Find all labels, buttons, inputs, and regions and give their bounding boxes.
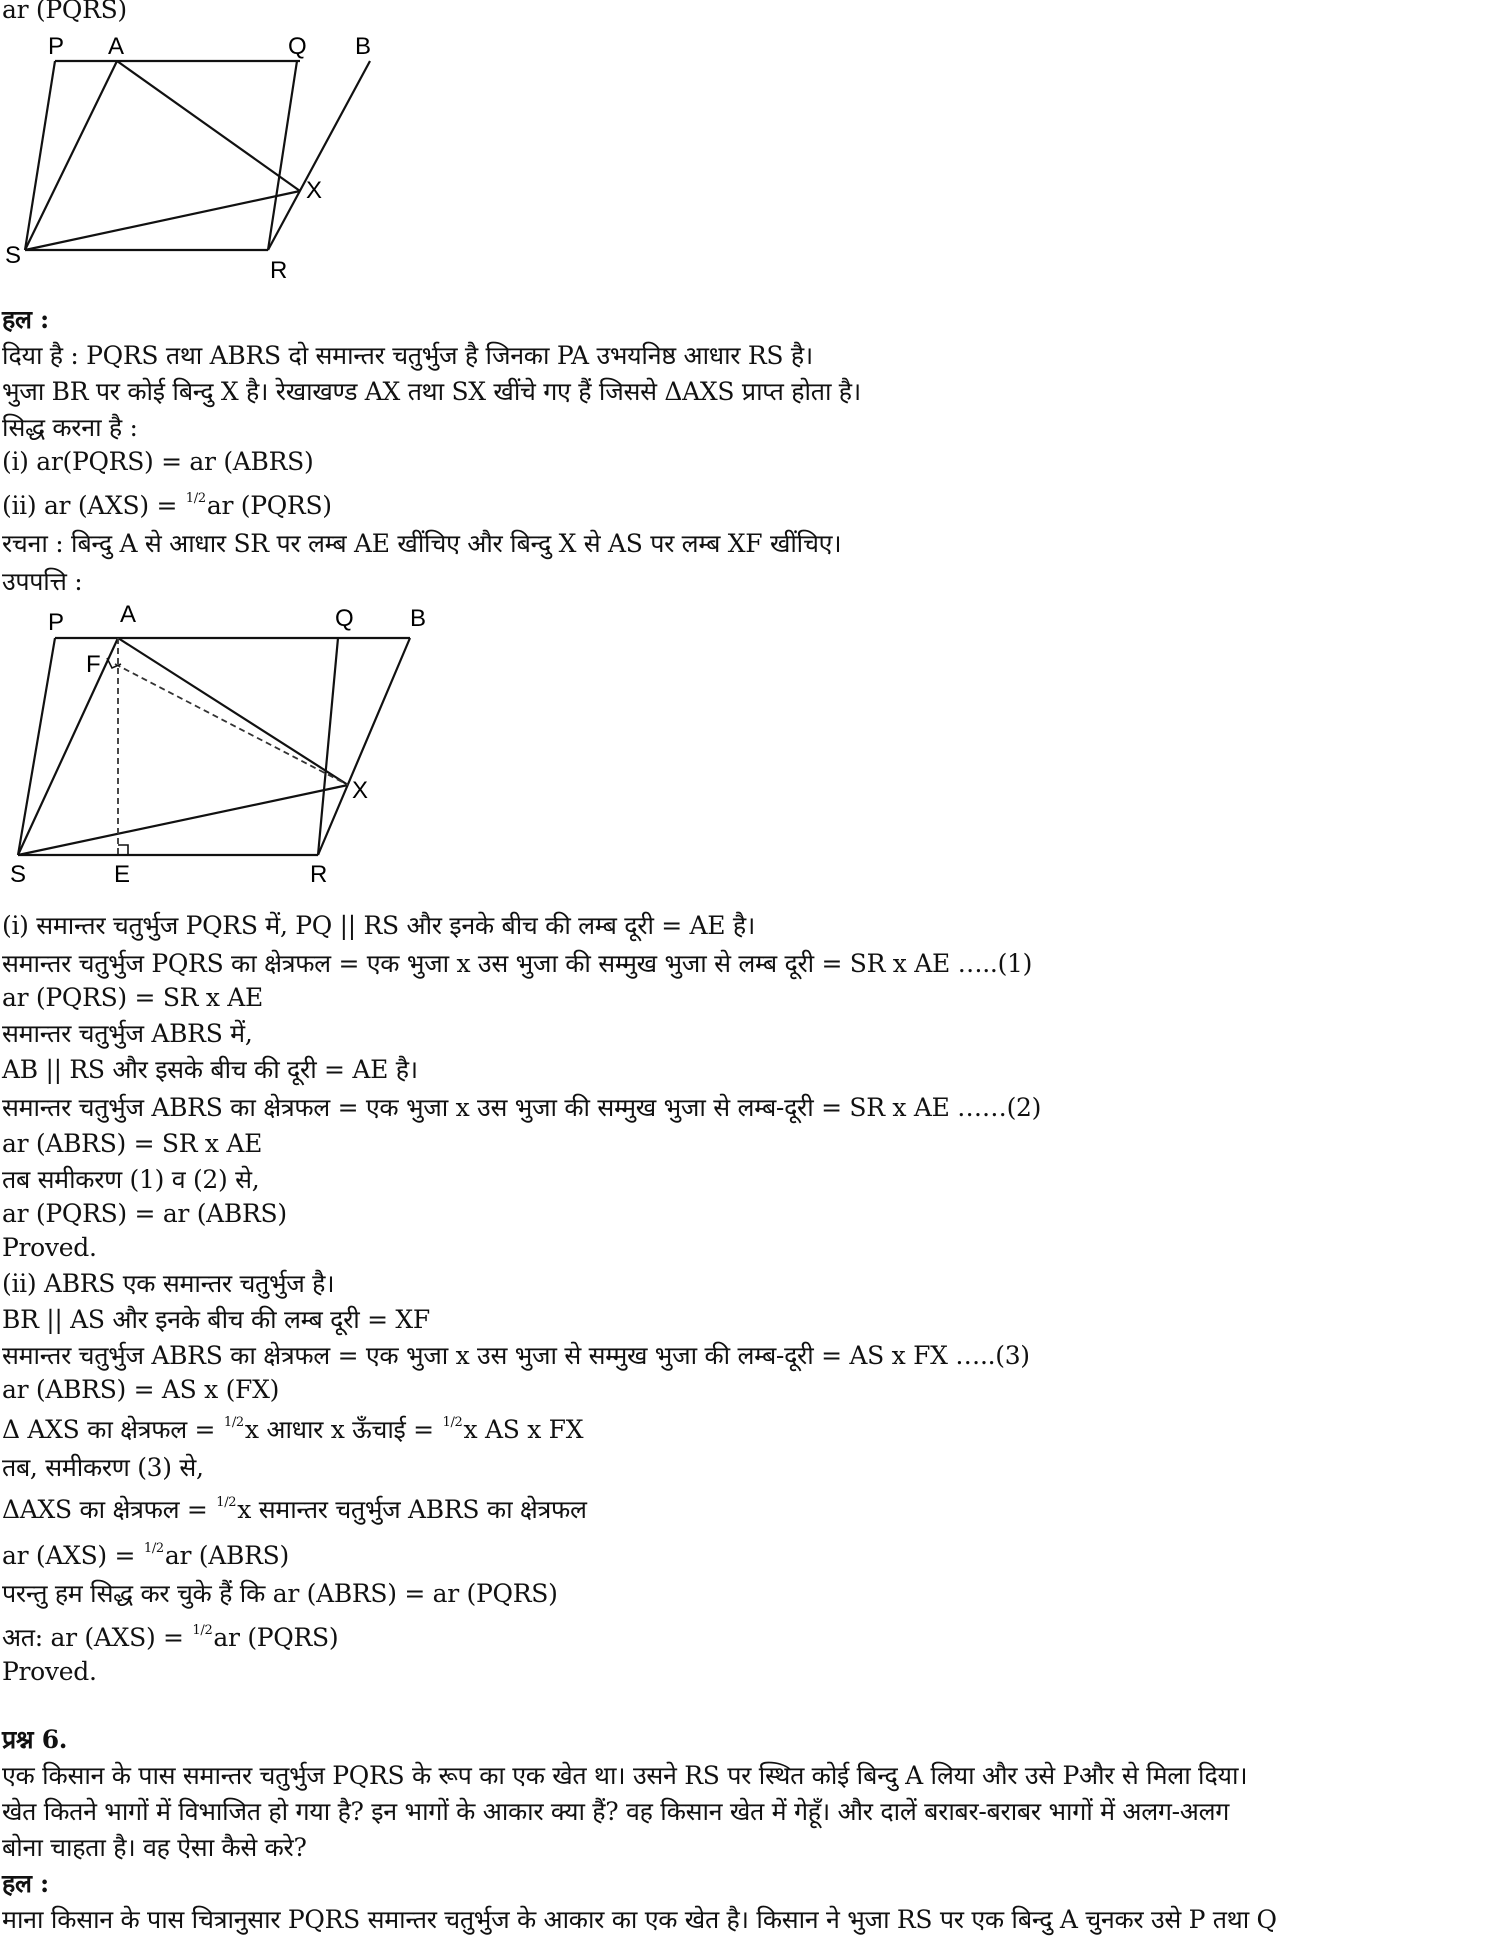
fraction-half: 1/2 [192,1623,213,1638]
fig1-label-q: Q [288,33,307,60]
fig2-label-a: A [120,601,137,628]
line-ps [18,638,55,855]
fraction-half: 1/2 [216,1495,237,1510]
line-sx [18,785,348,855]
line-qr [318,638,338,855]
top-line: ar (PQRS) [2,0,127,24]
line-as [25,61,117,250]
to-prove-ii-suffix: ar (PQRS) [206,491,332,520]
fig1-label-b: B [355,33,372,60]
to-prove-i: (i) ar(PQRS) = ar (ABRS) [2,447,314,476]
proof-line-20: अत: ar (AXS) = 1/2ar (PQRS) [2,1623,339,1652]
proof-line-3: ar (PQRS) = SR x AE [2,983,263,1012]
line-as [18,638,118,855]
fig2-label-b: B [410,605,427,632]
fig1-label-s: S [5,242,22,269]
line-ax [117,61,300,191]
line-fx-dashed [115,664,348,785]
figure-1-diagram [0,28,380,288]
fraction-half: 1/2 [143,1541,164,1556]
proof-line-12: BR || AS और इनके बीच की लम्ब दूरी = XF [2,1305,430,1334]
fig1-label-a: A [108,33,125,60]
proof-heading: उपपत्ति : [2,567,83,596]
proof-line-17: ΔAXS का क्षेत्रफल = 1/2x समान्तर चतुर्भुज ABRS का क्षेत्रफल [2,1495,587,1524]
solution-heading: हल : [2,305,49,334]
proof-line-18: ar (AXS) = 1/2ar (ABRS) [2,1541,289,1570]
fraction-half: 1/2 [223,1415,244,1430]
question-6-line-2: खेत कितने भागों में विभाजित हो गया है? इन भागों के आकार क्या हैं? वह किसान खेत में गेहूँ। और दालें बराबर-बराबर भागों में अलग-अलग [2,1797,1230,1826]
proof-line-8: तब समीकरण (1) व (2) से, [2,1165,260,1194]
figure-2-diagram [0,600,440,890]
fig2-label-s: S [10,861,27,888]
fig2-label-x: X [352,777,369,804]
fig2-label-f: F [86,651,101,678]
proof-line-7: ar (ABRS) = SR x AE [2,1129,263,1158]
line-ax [118,638,348,785]
right-angle-e [118,845,128,855]
proof-line-14: ar (ABRS) = AS x (FX) [2,1375,280,1404]
proof-line-10: Proved. [2,1233,97,1262]
fig1-label-x: X [306,177,323,204]
proof-line-5: AB || RS और इसके बीच की दूरी = AE है। [2,1055,418,1084]
question-6-solution-heading: हल : [2,1869,49,1898]
fig2-label-e: E [114,861,131,888]
question-6-line-3: बोना चाहता है। वह ऐसा कैसे करे? [2,1833,307,1862]
line-sx [25,191,300,250]
construction-line: रचना : बिन्दु A से आधार SR पर लम्ब AE खींचिए और बिन्दु X से AS पर लम्ब XF खींचिए। [2,529,842,558]
proof-line-15: Δ AXS का क्षेत्रफल = 1/2x आधार x ऊँचाई = 1/2x AS x FX [2,1415,584,1444]
proof-line-4: समान्तर चतुर्भुज ABRS में, [2,1019,253,1048]
fraction-half: 1/2 [442,1415,463,1430]
fig1-label-p: P [48,33,65,60]
proof-line-16: तब, समीकरण (3) से, [2,1453,204,1482]
given-line-1: दिया है : PQRS तथा ABRS दो समान्तर चतुर्भुज है जिनका PA उभयनिष्ठ आधार RS है। [2,341,813,370]
fig2-label-p: P [48,609,65,636]
fraction-half: 1/2 [185,491,206,506]
given-line-2: भुजा BR पर कोई बिन्दु X है। रेखाखण्ड AX तथा SX खींचे गए हैं जिससे ΔAXS प्राप्त होता है। [2,377,861,406]
to-prove-ii [2,490,332,522]
fig2-label-q: Q [335,605,354,632]
proof-line-11: (ii) ABRS एक समान्तर चतुर्भुज है। [2,1269,335,1298]
question-6-solution-line-1: माना किसान के पास चित्रानुसार PQRS समान्तर चतुर्भुज के आकार का एक खेत है। किसान ने भुजा RS पर एक बिन्दु A चुनकर उसे P तथा Q [2,1905,1277,1934]
proof-line-19: परन्तु हम सिद्ध कर चुके हैं कि ar (ABRS) = ar (PQRS) [2,1579,558,1608]
question-6-line-1: एक किसान के पास समान्तर चतुर्भुज PQRS के रूप का एक खेत था। उसने RS पर स्थित कोई बिन्दु A लिया और उसे Pऔर से मिला दिया। [2,1761,1248,1790]
line-br [318,638,410,855]
proof-line-9: ar (PQRS) = ar (ABRS) [2,1199,287,1228]
question-6-heading: प्रश्न 6. [2,1725,68,1754]
proof-line-1: (i) समान्तर चतुर्भुज PQRS में, PQ || RS और इनके बीच की लम्ब दूरी = AE है। [2,911,756,940]
to-prove-heading: सिद्ध करना है : [2,413,138,442]
fig1-label-r: R [270,257,288,284]
to-prove-ii-prefix: (ii) ar (AXS) = [2,491,185,520]
proof-line-2: समान्तर चतुर्भुज PQRS का क्षेत्रफल = एक भुजा x उस भुजा की सम्मुख भुजा से लम्ब दूरी = SR x AE …..(1) [2,949,1033,978]
proof-line-6: समान्तर चतुर्भुज ABRS का क्षेत्रफल = एक भुजा x उस भुजा की सम्मुख भुजा से लम्ब-दूरी = SR x AE ……(2) [2,1093,1042,1122]
proof-line-13: समान्तर चतुर्भुज ABRS का क्षेत्रफल = एक भुजा x उस भुजा से सम्मुख भुजा की लम्ब-दूरी = AS x FX …..(3) [2,1341,1030,1370]
fig2-label-r: R [310,861,328,888]
proof-line-21: Proved. [2,1657,97,1686]
